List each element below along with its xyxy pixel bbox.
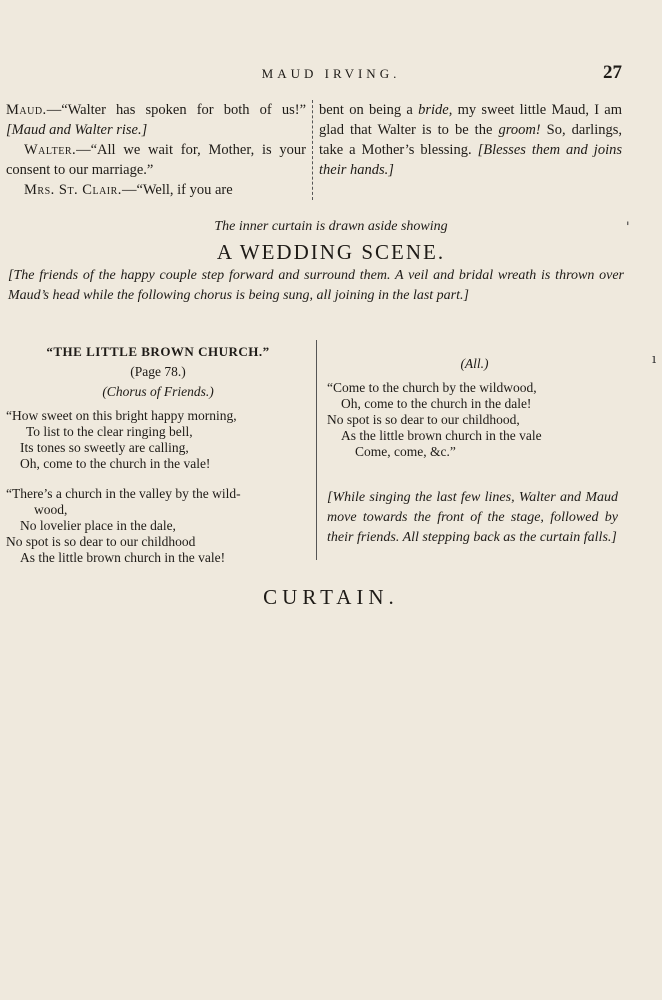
speaker-name: Walter. [24,142,77,158]
song-left-column [6,340,316,565]
dialogue-section [6,100,622,200]
stanza-1 [6,408,310,472]
page-header [0,62,662,86]
chorus-label: (Chorus of Friends.) [102,384,214,399]
verse-line: No spot is so dear to our childhood [6,534,196,549]
verse-line: “How sweet on this bright happy morning, [6,408,237,423]
text-run: So, darlings, take a Mother’s blessing. [319,122,623,158]
verse-line: As the little brown church in the vale [341,428,542,443]
margin-speck: ı [652,352,657,367]
song-title: “THE LITTLE BROWN CHURCH.” [46,344,270,359]
verse-line: “There’s a church in the valley by the wild- [6,486,241,501]
dialogue-line-walter [6,140,306,180]
dialogue-continuation [319,100,622,180]
stage-direction-block: [The friends of the happy couple step forward and surround them. A veil and bridal wreath is thrown over Maud’s head while the following chorus is being sung, all joining in the last part.] [8,268,624,303]
text-run: my sweet little Maud, I am glad that Walter is to be the [319,102,622,138]
page-reference: (Page 78.) [130,364,186,379]
all-label: (All.) [460,356,489,371]
curtain-heading: CURTAIN. [263,585,399,609]
speaker-name: Mrs. St. Clair. [24,182,122,198]
stage-intro: The inner curtain is drawn aside showing [214,219,448,234]
verse-line: Its tones so sweetly are calling, [20,440,189,455]
running-title: MAUD IRVING. [261,66,401,81]
verse-line: wood, [34,502,68,517]
verse-line: Oh, come to the church in the vale! [20,456,211,471]
stanza-3 [327,380,622,460]
spoken-text: —“Walter has spoken for both of us!” [46,102,306,118]
speaker-name: Maud. [6,102,47,118]
scene-title: A WEDDING SCENE. [216,240,446,264]
text-run-italic: groom! [498,122,541,138]
text-run: bent on being a [319,102,419,118]
song-right-column [316,340,622,560]
verse-line: To list to the clear ringing bell, [26,424,193,439]
verse-line: Oh, come to the church in the dale! [341,396,532,411]
verse-line: No spot is so dear to our childhood, [327,412,520,427]
closing-stage-direction: [While singing the last few lines, Walter and Maud move towards the front of the stage, followed by their friends. All stepping back as the curtain falls.] [327,490,618,545]
dialogue-line-maud [6,100,306,140]
dialogue-left-column [6,100,312,200]
stage-direction: [Blesses them and joins their hands.] [319,142,622,178]
verse-line: As the little brown church in the vale! [20,550,226,565]
song-section [6,340,622,565]
verse-line: Come, come, &c.” [355,444,456,459]
spoken-text: —“Well, if you are [121,182,233,198]
page-number: 27 [603,62,622,83]
verse-line: No lovelier place in the dale, [20,518,176,533]
verse-line: “Come to the church by the wildwood, [327,380,537,395]
margin-speck: ' [626,220,630,235]
dialogue-right-column [312,100,622,200]
spoken-text: —“All we wait for, Mother, is your consent to our marriage.” [6,142,306,178]
text-run-italic: bride, [418,102,453,118]
stanza-2 [6,486,310,566]
dialogue-line-mrs-st-clair [6,180,306,200]
stage-direction: [Maud and Walter rise.] [6,122,148,138]
